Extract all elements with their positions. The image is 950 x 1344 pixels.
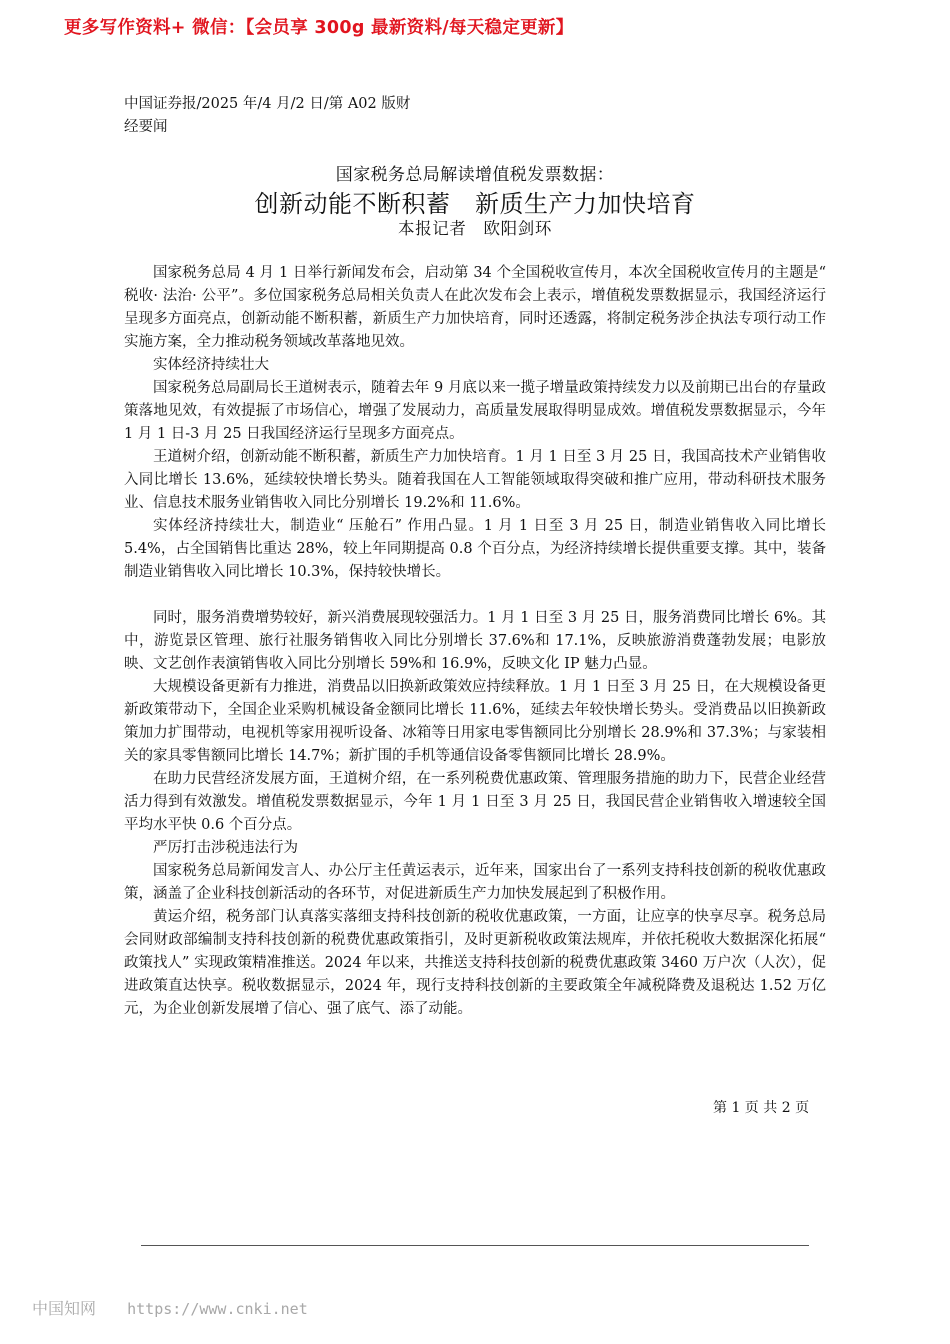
paragraph: 同时，服务消费增势较好，新兴消费展现较强活力。1 月 1 日至 3 月 25 日，服务消费同比增长 6%。其中，游览景区管理、旅行社服务销售收入同比分别增长 37.6%和 17.1%，反映旅游消费蓬勃发展；电影放映、文艺创作表演销售收入同比分别增长 59%和 16.9%，反映文化 IP 魅力凸显。: [124, 610, 826, 672]
paragraph: 在助力民营经济发展方面，王道树介绍，在一系列税费优惠政策、管理服务措施的助力下，民营企业经营活力得到有效激发。增值税发票数据显示，今年 1 月 1 日至 3 月 25 日，我国民营企业销售收入增速较全国平均水平快 0.6 个百分点。: [124, 771, 826, 833]
paragraph: 黄运介绍，税务部门认真落实落细支持科技创新的税收优惠政策，一方面，让应享的快享尽享。税务总局会同财政部编制支持科技创新的税费优惠政策指引，及时更新税收政策法规库，并依托税收大数据深化拓展“ 政策找人” 实现政策精准推送。2024 年以来，共推送支持科技创新的税费优惠政策 3460 万户次（人次），促进政策直达快享。税收数据显示，2024 年，现行支持科技创新的主要政策全年减税降费及退税达 1.52 万亿元，为企业创新发展增了信心、强了底气、添了动能。: [124, 909, 826, 1017]
footer-url: https://www.cnki.net: [127, 1300, 308, 1318]
section-heading: 严厉打击涉税违法行为: [153, 840, 298, 856]
source-line: 中国证券报/2025 年/4 月/2 日/第 A02 版财经要闻: [124, 96, 411, 135]
footer-watermark: [32, 1296, 308, 1319]
page-number: 第 1 页 共 2 页: [713, 1100, 810, 1116]
article-subtitle: 国家税务总局解读增值税发票数据：: [335, 165, 615, 185]
footer-divider: [141, 1245, 809, 1246]
paragraph: 国家税务总局副局长王道树表示，随着去年 9 月底以来一揽子增量政策持续发力以及前期已出台的存量政策落地见效，有效提振了市场信心，增强了发展动力，高质量发展取得明显成效。增值税发票数据显示，今年 1 月 1 日-3 月 25 日我国经济运行呈现多方面亮点。: [124, 380, 826, 442]
paragraph: 大规模设备更新有力推进，消费品以旧换新政策效应持续释放。1 月 1 日至 3 月 25 日，在大规模设备更新政策带动下，全国企业采购机械设备金额同比增长 11.6%，延续去年较快增长势头。受消费品以旧换新政策加力扩围带动，电视机等家用视听设备、冰箱等日用家电零售额同比分别增长 28.9%和 37.3%；与家装相关的家具零售额同比增长 14.7%；新扩围的手机等通信设备零售额同比增长 28.9%。: [124, 679, 826, 764]
paragraph: 王道树介绍，创新动能不断积蓄，新质生产力加快培育。1 月 1 日至 3 月 25 日，我国高技术产业销售收入同比增长 13.6%，延续较快增长势头。随着我国在人工智能领域取得突破和推广应用，带动科研技术服务业、信息技术服务业销售收入同比分别增长 19.2%和 11.6%。: [124, 449, 826, 511]
paragraph-spacer: [124, 584, 826, 607]
section-heading: 实体经济持续壮大: [153, 357, 269, 373]
paragraph: 实体经济持续壮大，制造业“ 压舱石” 作用凸显。1 月 1 日至 3 月 25 日，制造业销售收入同比增长 5.4%，占全国销售比重达 28%，较上年同期提高 0.8 个百分点，为经济持续增长提供重要支撑。其中，装备制造业销售收入同比增长 10.3%，保持较快增长。: [124, 518, 826, 580]
paragraph: 国家税务总局新闻发言人、办公厅主任黄运表示，近年来，国家出台了一系列支持科技创新的税收优惠政策，涵盖了企业科技创新活动的各环节，对促进新质生产力加快发展起到了积极作用。: [124, 863, 826, 902]
paragraph: 国家税务总局 4 月 1 日举行新闻发布会，启动第 34 个全国税收宣传月，本次全国税收宣传月的主题是“ 税收· 法治· 公平”。多位国家税务总局相关负责人在此次发布会上表示，增值税发票数据显示，我国经济运行呈现多方面亮点，创新动能不断积蓄，新质生产力加快培育，同时还透露，将制定税务涉企执法专项行动工作实施方案，全力推动税务领域改革落地见效。: [124, 265, 826, 350]
article-title: 创新动能不断积蓄 新质生产力加快培育: [254, 190, 696, 218]
promo-banner: 更多写作资料+ 微信：【会员享 300g 最新资料/每天稳定更新】: [64, 18, 574, 38]
article-body: [124, 262, 826, 1021]
footer-site-name: 中国知网: [32, 1299, 97, 1318]
article-byline: 本报记者 欧阳剑环: [398, 219, 552, 238]
